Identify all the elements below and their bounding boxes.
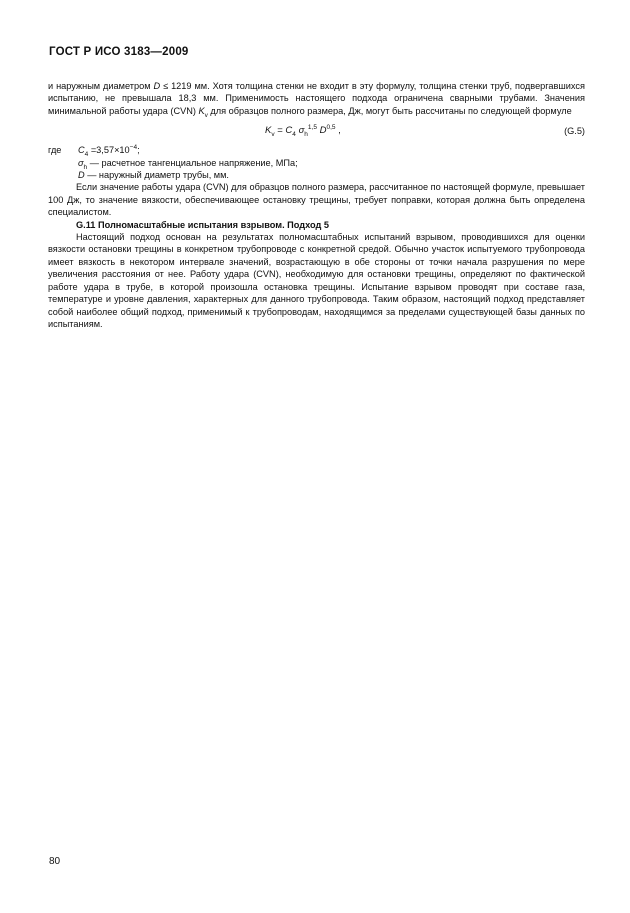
text: ≤ 1219 мм. Хотя толщина стенки не входит в эту формулу, толщина стенки труб, подвергавшихся испытанию, не превышала 18,3 мм. Применимость настоящего подхода ограничена сварными трубами. Значения минимальной работы удара (CVN) — [48, 81, 585, 116]
formula-tail: , — [335, 125, 341, 137]
formula-g5 — [48, 120, 585, 142]
page-header: ГОСТ Р ИСО 3183—2009 — [49, 46, 189, 58]
where-item-c4 — [78, 144, 585, 159]
where-item-d — [78, 169, 585, 181]
formula-sigma-sub: h — [304, 131, 308, 139]
where-item-sigma — [78, 157, 585, 169]
formula-lhs-sub: v — [271, 131, 275, 139]
where-block — [48, 144, 585, 181]
sub-4: 4 — [84, 151, 89, 159]
formula-c-sub: 4 — [292, 131, 296, 139]
formula-sigma: σ — [298, 125, 305, 137]
c4-value: =3,57×10 — [88, 145, 130, 156]
c4-exp: −4 — [129, 144, 138, 152]
paragraph-3: Настоящий подход основан на результатах полномасштабных испытаний взрывом, проводившихся для оценки вязкости остановки трещины в конкретном трубопроводе с конкретной средой. Обычно участок испытуемого трубопровода имеет вязкость в некотором интервале значений, возрастающую в обе стороны от точки начала разрушения по мере увеличения расстояния от нее. Работу удара (CVN), необходимую для остановки трещины, определяют по фактической работе удара в трубе, в которой произошла остановка трещины. Испытание взрывом проводят при составе газа, температуре и уровне давления, характерных для данного трубопровода. Таким образом, настоящий подход представляет собой наиболее общий подход, применимый к трубопроводам, находящимся за пределами существующей базы данных по испытаниям. — [48, 232, 585, 329]
text: для образцов полного размера, Дж, могут быть рассчитаны по следующей формуле — [207, 105, 572, 116]
c4-end: ; — [137, 145, 140, 156]
page-content — [48, 80, 585, 330]
d-desc: — наружный диаметр трубы, мм. — [84, 170, 229, 181]
formula-d: D — [319, 125, 327, 137]
page-number: 80 — [49, 856, 61, 867]
var-k: K — [198, 105, 205, 116]
paragraph-2: Если значение работы удара (CVN) для образцов полного размера, рассчитанное по настоящей формуле, превышает 100 Дж, то значение вязкости, обеспечивающее остановку трещины, требует поправки, которая должна быть определена специалистом. — [48, 182, 585, 218]
formula-expression — [265, 125, 341, 137]
sub-v: v — [204, 111, 208, 119]
formula-d-sup: 0,5 — [326, 124, 336, 132]
sub-h: h — [83, 163, 88, 171]
var-sigma: σ — [78, 157, 84, 168]
sigma-desc: — расчетное тангенциальное напряжение, МПа; — [87, 157, 298, 168]
formula-eq: = — [274, 125, 286, 137]
formula-number: (G.5) — [564, 126, 585, 137]
where-items — [78, 144, 585, 181]
paragraph-1 — [48, 80, 585, 117]
var-c: C — [78, 145, 85, 156]
formula-c: C — [285, 125, 293, 137]
where-label: где — [48, 145, 62, 156]
var-d: D — [78, 170, 85, 181]
var-d: D — [153, 81, 161, 91]
formula-sigma-sup: 1,5 — [307, 124, 317, 132]
section-title: G.11 Полномасштабные испытания взрывом. Подход 5 — [76, 219, 329, 230]
text: и наружным диаметром — [48, 81, 154, 91]
formula-lhs: K — [265, 125, 272, 137]
